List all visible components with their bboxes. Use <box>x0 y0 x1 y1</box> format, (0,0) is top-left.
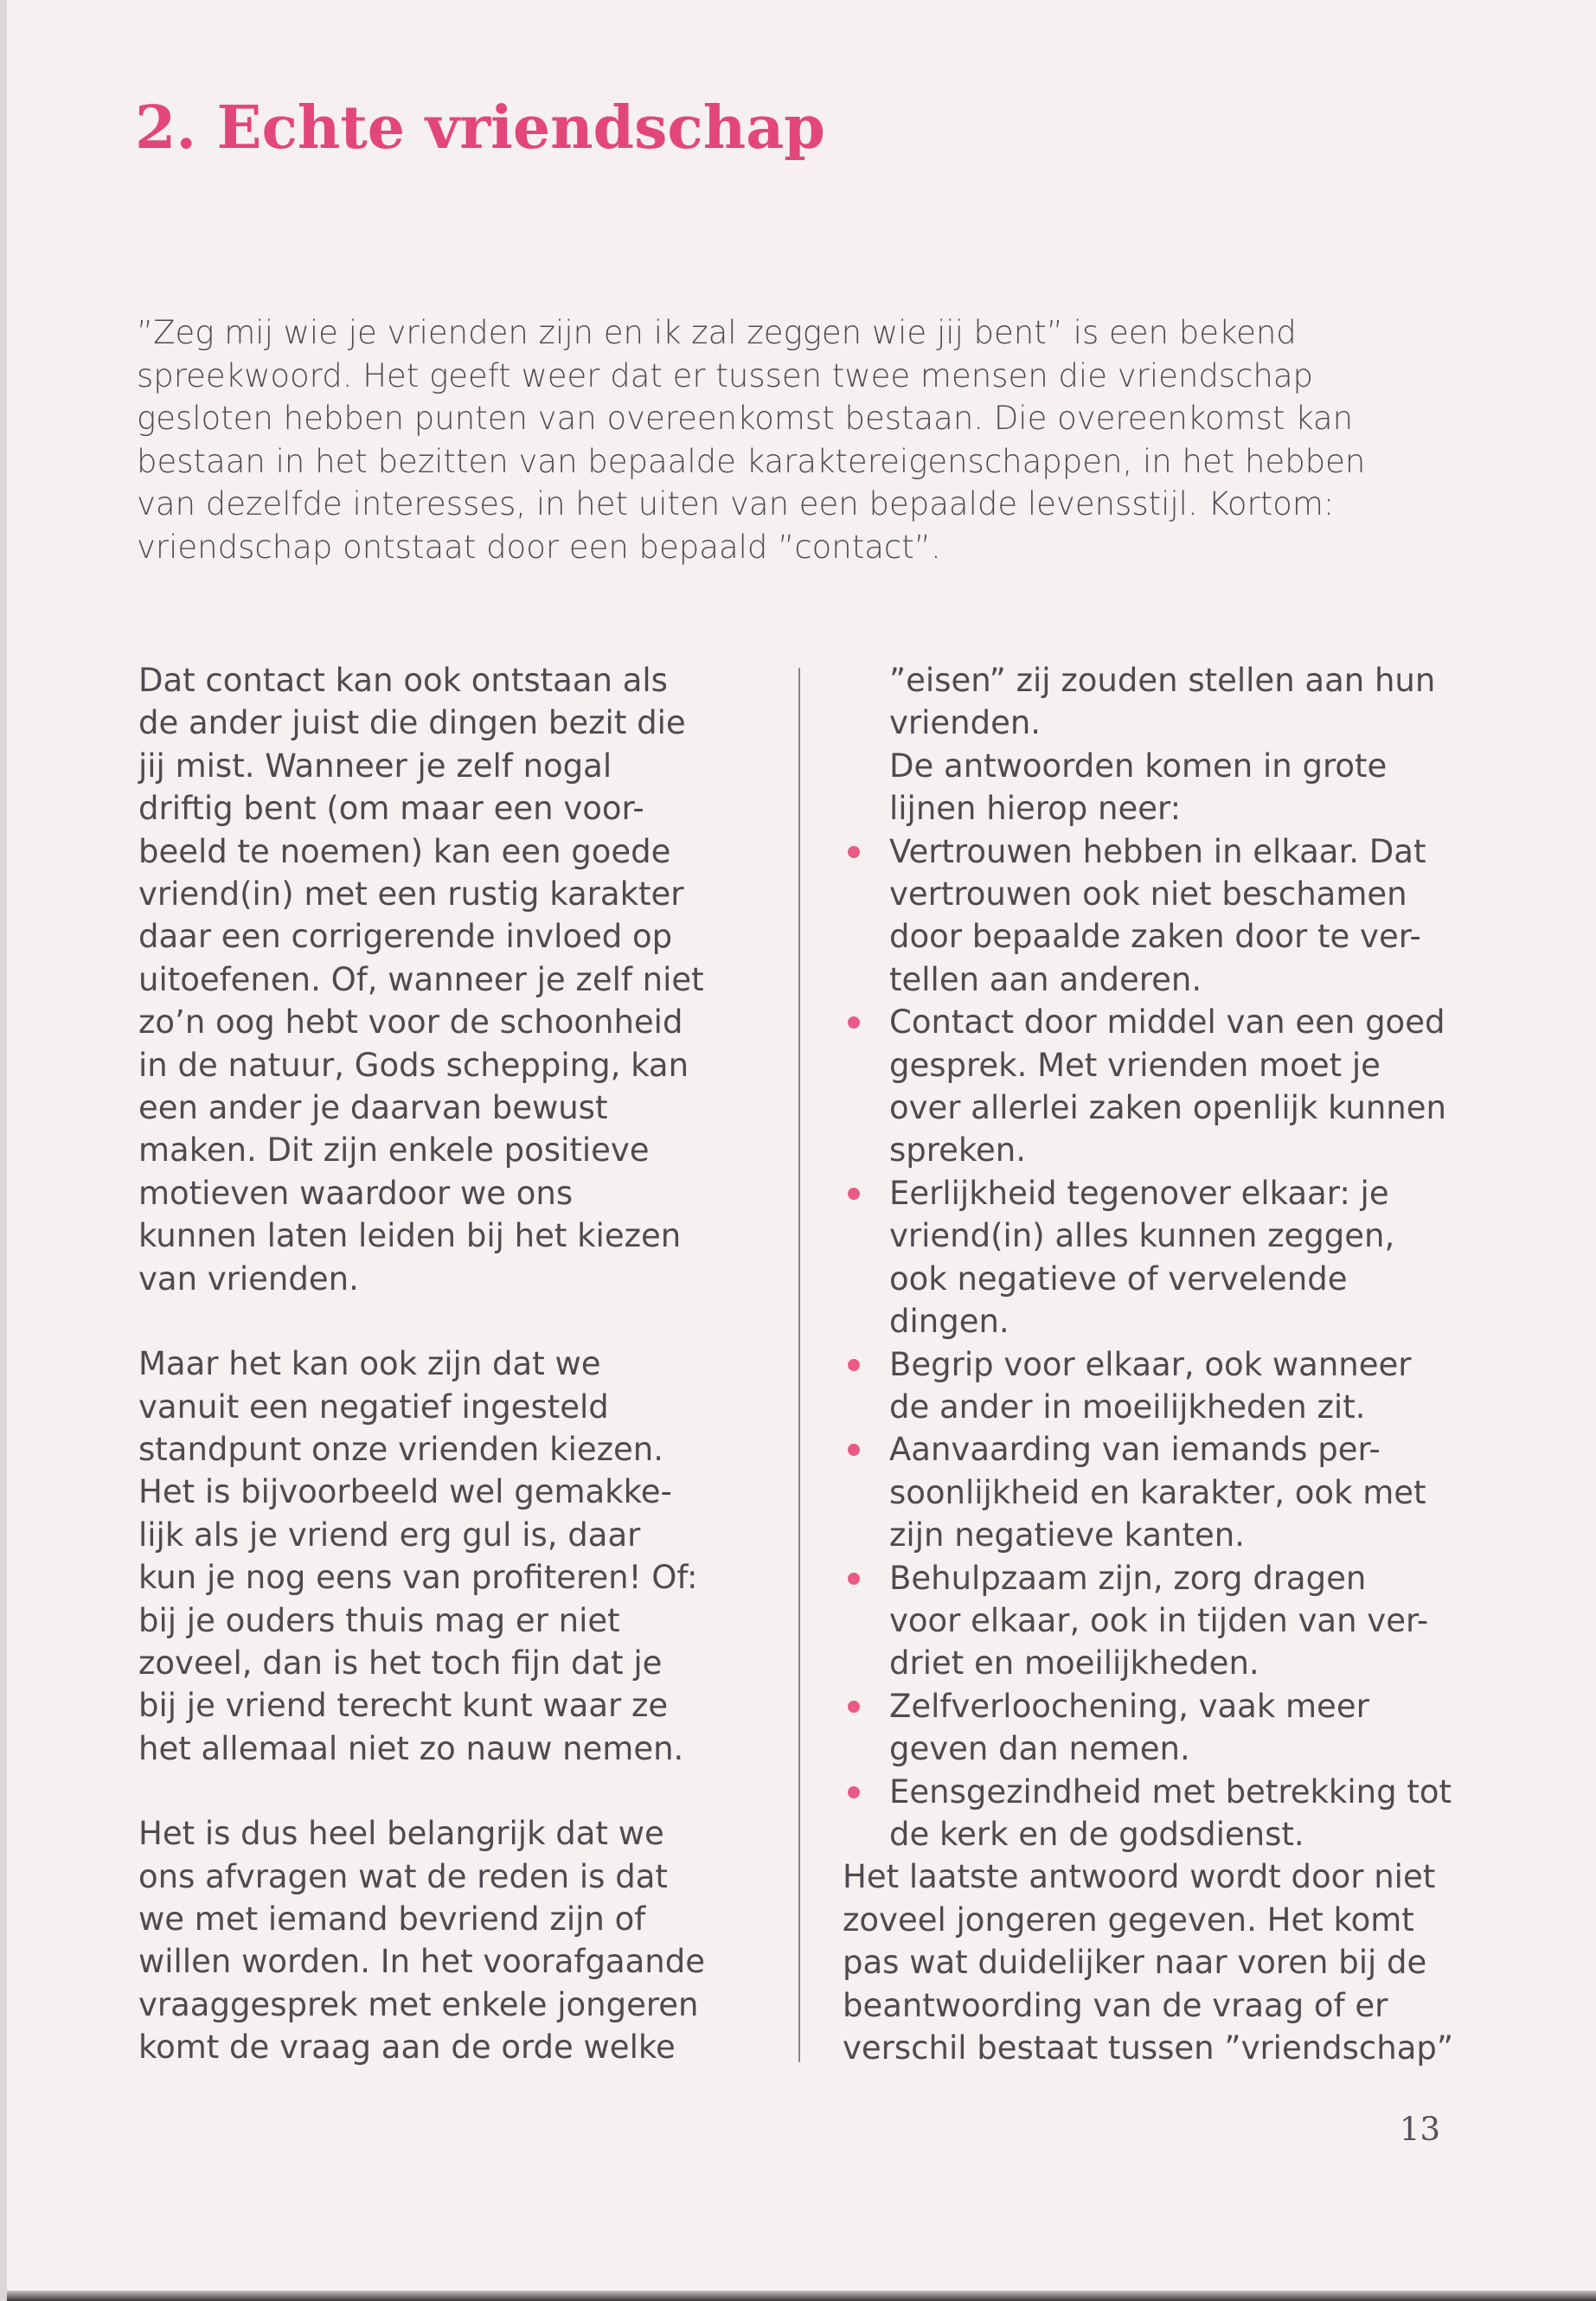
text-line: gesprek. Met vrienden moet je <box>889 1046 1381 1084</box>
text-line: Het laatste antwoord wordt door niet <box>843 1858 1436 1896</box>
text-line: dingen. <box>889 1303 1010 1341</box>
list-item <box>843 1771 1500 1856</box>
left-paragraph-3 <box>138 1812 796 2068</box>
text-line: uitoefenen. Of, wanneer je zelf niet <box>138 960 704 998</box>
text-line: lijk als je vriend erg gul is, daar <box>138 1516 641 1554</box>
list-item <box>843 1685 1500 1771</box>
text-line: Contact door middel van een goed <box>889 1003 1445 1042</box>
text-line: kunnen laten leiden bij het kiezen <box>138 1217 682 1255</box>
bullet-dot-icon <box>848 1188 860 1200</box>
list-item <box>843 1001 1500 1172</box>
text-line: ons afvragen wat de reden is dat <box>138 1857 668 1895</box>
text-line: de ander juist die dingen bezit die <box>138 704 686 742</box>
text-line: willen worden. In het voorafgaande <box>138 1943 705 1981</box>
text-line: de ander in moeilijkheden zit. <box>889 1388 1366 1426</box>
text-line: zoveel, dan is het toch fijn dat je <box>138 1644 663 1682</box>
left-column <box>138 659 796 2069</box>
text-line: Eerlijkheid tegenover elkaar: je <box>889 1174 1389 1212</box>
bullet-dot-icon <box>848 1701 860 1713</box>
text-line: komt de vraag aan de orde welke <box>138 2029 676 2067</box>
right-closing <box>843 1856 1500 2069</box>
text-line: Vertrouwen hebben in elkaar. Dat <box>889 832 1426 870</box>
text-line: geven dan nemen. <box>889 1730 1190 1768</box>
text-line: voor elkaar, ook in tijden van ver- <box>889 1601 1429 1639</box>
text-line: verschil bestaat tussen ”vriendschap” <box>843 2029 1454 2067</box>
right-column <box>843 659 1500 2069</box>
text-line: kun je nog eens van profiteren! Of: <box>138 1559 698 1597</box>
bullet-dot-icon <box>848 1786 860 1798</box>
page-number: 13 <box>1399 2111 1440 2148</box>
text-line: driet en moeilijkheden. <box>889 1644 1259 1682</box>
intro-line: gesloten hebben punten van overeenkomst bestaan. Die overeenkomst kan <box>137 400 1354 438</box>
text-line: vertrouwen ook niet beschamen <box>889 875 1407 913</box>
intro-line: vriendschap ontstaat door een bepaald ”contact”. <box>137 528 941 566</box>
text-line: van vrienden. <box>138 1259 359 1298</box>
text-line: een ander je daarvan bewust <box>138 1089 608 1127</box>
bullet-dot-icon <box>848 1444 860 1456</box>
text-line: Maar het kan ook zijn dat we <box>138 1345 601 1383</box>
text-line: Behulpzaam zijn, zorg dragen <box>889 1559 1367 1597</box>
text-line: Zelfverloochening, vaak meer <box>889 1687 1369 1725</box>
text-line: zo’n oog hebt voor de schoonheid <box>138 1003 683 1042</box>
text-line: ”eisen” zij zouden stellen aan hun <box>889 662 1436 699</box>
text-line: Het is dus heel belangrijk dat we <box>138 1815 664 1853</box>
text-line: zoveel jongeren gegeven. Het komt <box>843 1900 1414 1939</box>
text-line: spreken. <box>889 1131 1027 1170</box>
bullet-dot-icon <box>848 846 860 858</box>
text-line: Eensgezindheid met betrekking tot <box>889 1772 1452 1811</box>
answers-list <box>843 830 1500 1856</box>
text-line: Aanvaarding van iemands per- <box>889 1431 1381 1469</box>
intro-line: spreekwoord. Het geeft weer dat er tussen twee mensen die vriendschap <box>137 356 1314 394</box>
text-line: het allemaal niet zo nauw nemen. <box>138 1729 684 1767</box>
bullet-dot-icon <box>848 1573 860 1585</box>
intro-line: bestaan in het bezitten van bepaalde karaktereigenschappen, in het hebben <box>137 442 1366 480</box>
text-line: vanuit een negatief ingesteld <box>138 1388 609 1426</box>
list-item <box>843 1557 1500 1685</box>
text-line: beeld te noemen) kan een goede <box>138 832 671 870</box>
page-bottom-edge <box>7 2291 1596 2301</box>
text-line: driftig bent (om maar een voor- <box>138 790 644 828</box>
bullet-dot-icon <box>848 1359 860 1371</box>
text-line: de kerk en de godsdienst. <box>889 1815 1304 1853</box>
left-paragraph-1 <box>138 659 796 1300</box>
text-line: zijn negatieve kanten. <box>889 1516 1245 1554</box>
list-item <box>843 1343 1500 1429</box>
text-line: motieven waardoor we ons <box>138 1174 574 1212</box>
column-divider <box>798 668 800 2062</box>
left-paragraph-2 <box>138 1343 796 1770</box>
right-intro <box>843 659 1500 830</box>
text-line: standpunt onze vrienden kiezen. <box>138 1430 664 1468</box>
text-line: Dat contact kan ook ontstaan als <box>138 662 668 699</box>
text-line: bij je vriend terecht kunt waar ze <box>138 1687 669 1725</box>
text-line: vraaggesprek met enkele jongeren <box>138 1985 699 2023</box>
text-line: jij mist. Wanneer je zelf nogal <box>138 747 612 785</box>
text-line: door bepaalde zaken door te ver- <box>889 918 1421 956</box>
text-line: vriend(in) met een rustig karakter <box>138 875 684 913</box>
text-line: over allerlei zaken openlijk kunnen <box>889 1089 1446 1127</box>
text-line: tellen aan anderen. <box>889 960 1202 998</box>
text-line: in de natuur, Gods schepping, kan <box>138 1046 689 1084</box>
text-line: De antwoorden komen in grote <box>889 747 1388 785</box>
intro-line: van dezelfde interesses, in het uiten van een bepaalde levensstijl. Kortom: <box>137 485 1335 523</box>
text-line: vriend(in) alles kunnen zeggen, <box>889 1217 1395 1255</box>
text-line: pas wat duidelijker naar voren bij de <box>843 1944 1427 1982</box>
list-item <box>843 830 1500 1002</box>
text-line: vrienden. <box>889 704 1042 742</box>
intro-line: ”Zeg mij wie je vrienden zijn en ik zal zeggen wie jij bent” is een bekend <box>137 314 1297 351</box>
text-line: bij je ouders thuis mag er niet <box>138 1601 620 1639</box>
text-line: Begrip voor elkaar, ook wanneer <box>889 1345 1412 1383</box>
text-line: soonlijkheid en karakter, ook met <box>889 1473 1426 1511</box>
list-item <box>843 1172 1500 1343</box>
text-line: lijnen hierop neer: <box>889 790 1182 828</box>
text-line: daar een corrigerende invloed op <box>138 918 673 956</box>
chapter-title: 2. Echte vriendschap <box>135 93 825 163</box>
text-line: beantwoording van de vraag of er <box>843 1986 1388 2024</box>
text-line: maken. Dit zijn enkele positieve <box>138 1131 650 1170</box>
list-item <box>843 1428 1500 1556</box>
bullet-dot-icon <box>848 1016 860 1029</box>
intro-paragraph <box>137 311 1469 569</box>
text-line: we met iemand bevriend zijn of <box>138 1900 646 1938</box>
text-line: ook negatieve of vervelende <box>889 1259 1348 1298</box>
text-line: Het is bijvoorbeeld wel gemakke- <box>138 1473 672 1511</box>
